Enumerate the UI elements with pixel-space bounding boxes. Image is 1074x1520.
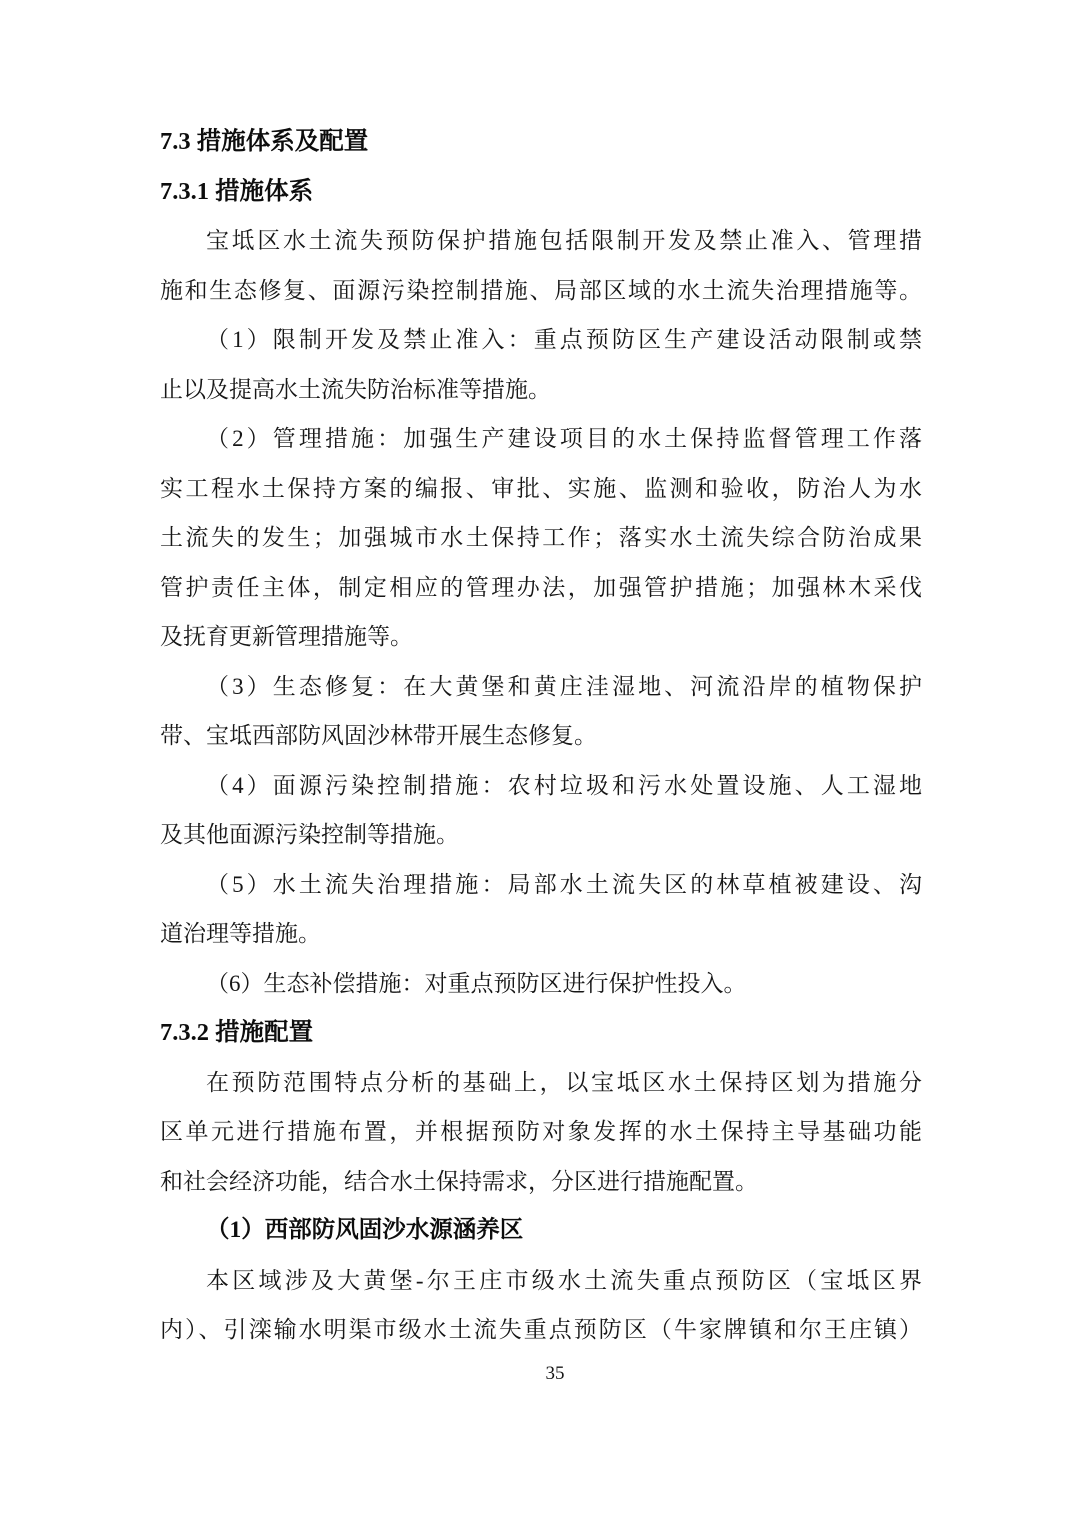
paragraph-line: 带、宝坻西部防风固沙林带开展生态修复。 bbox=[160, 723, 597, 748]
paragraph-line: 在预防范围特点分析的基础上，以宝坻区水土保持区划为措施分 bbox=[206, 1069, 922, 1095]
paragraph-line: （1）限制开发及禁止准入：重点预防区生产建设活动限制或禁 bbox=[206, 327, 922, 352]
page-number: 35 bbox=[545, 1363, 565, 1384]
paragraph-line: （2）管理措施：加强生产建设项目的水土保持监督管理工作落 bbox=[206, 426, 922, 451]
paragraph-line: 施和生态修复、面源污染控制措施、局部区域的水土流失治理措施等。 bbox=[160, 277, 922, 303]
paragraph-line: 及抚育更新管理措施等。 bbox=[160, 624, 413, 649]
paragraph-line: 和社会经济功能，结合水土保持需求，分区进行措施配置。 bbox=[160, 1168, 758, 1194]
document-content bbox=[160, 117, 922, 1355]
section-heading: 7.3 措施体系及配置 bbox=[160, 128, 369, 155]
paragraph-line: 实工程水土保持方案的编报、审批、实施、监测和验收，防治人为水 bbox=[160, 475, 922, 501]
paragraph-line: 本区域涉及大黄堡-尔王庄市级水土流失重点预防区（宝坻区界 bbox=[206, 1267, 922, 1293]
paragraph-line: （3）生态修复：在大黄堡和黄庄洼湿地、河流沿岸的植物保护 bbox=[206, 673, 922, 699]
item-heading: （1）西部防风固沙水源涵养区 bbox=[206, 1217, 524, 1243]
paragraph-line: 及其他面源污染控制等措施。 bbox=[160, 822, 459, 847]
section-heading: 7.3.2 措施配置 bbox=[160, 1019, 314, 1046]
paragraph-line: 管护责任主体，制定相应的管理办法，加强管护措施；加强林木采伐 bbox=[160, 574, 922, 600]
paragraph-line: 道治理等措施。 bbox=[160, 921, 321, 946]
paragraph-line: （4）面源污染控制措施：农村垃圾和污水处置设施、人工湿地 bbox=[206, 772, 922, 798]
paragraph-line: （6）生态补偿措施：对重点预防区进行保护性投入。 bbox=[206, 970, 747, 996]
paragraph-line: 宝坻区水土流失预防保护措施包括限制开发及禁止准入、管理措 bbox=[206, 228, 922, 253]
section-heading: 7.3.1 措施体系 bbox=[160, 177, 314, 205]
paragraph-line: 土流失的发生；加强城市水土保持工作；落实水土流失综合防治成果 bbox=[160, 525, 922, 550]
paragraph-line: 内）、引滦输水明渠市级水土流失重点预防区（牛家牌镇和尔王庄镇） bbox=[160, 1317, 922, 1342]
paragraph-line: （5）水土流失治理措施：局部水土流失区的林草植被建设、沟 bbox=[206, 871, 922, 897]
paragraph-line: 区单元进行措施布置，并根据预防对象发挥的水土保持主导基础功能 bbox=[160, 1119, 922, 1144]
paragraph-line: 止以及提高水土流失防治标准等措施。 bbox=[160, 376, 551, 402]
